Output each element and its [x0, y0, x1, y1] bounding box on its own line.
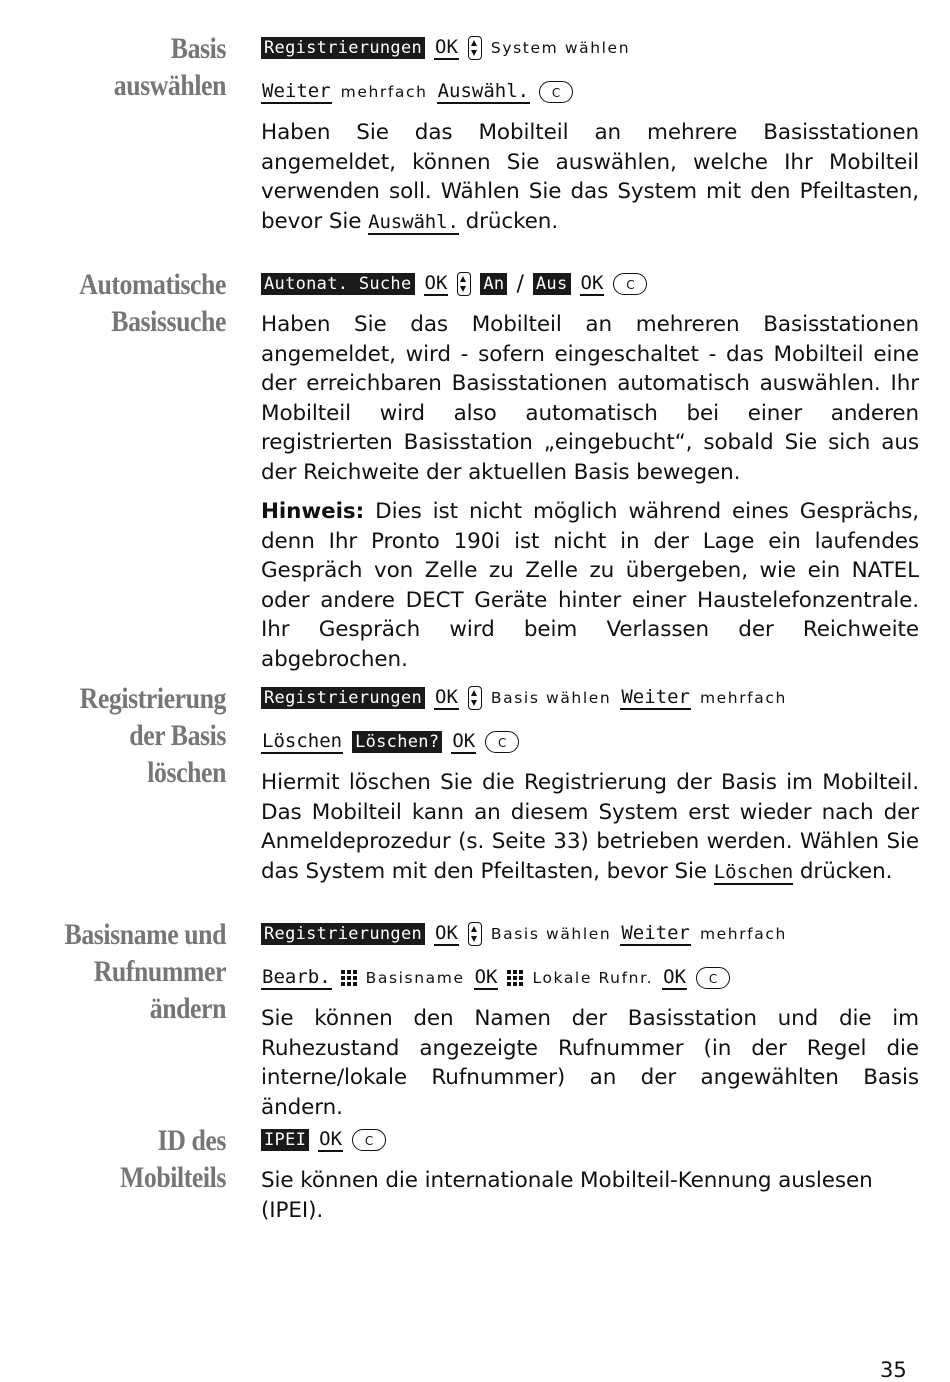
- lcd-menu-registrierungen: Registrierungen: [261, 923, 425, 945]
- softkey-bearb: Bearb.: [262, 966, 331, 988]
- ok-key: OK: [580, 272, 604, 294]
- note-label: Hinweis:: [261, 499, 365, 524]
- keypad-icon: [507, 970, 523, 986]
- softkey-weiter: Weiter: [262, 80, 331, 102]
- key-sequence: [261, 1122, 919, 1158]
- lcd-menu-registrierungen: Registrierungen: [261, 687, 425, 709]
- page-number: 35: [880, 1358, 907, 1382]
- heading-line: Automatische: [79, 268, 226, 301]
- c-button-icon: C: [539, 81, 573, 103]
- paragraph-text: drücken.: [799, 858, 893, 884]
- ok-key: OK: [435, 922, 458, 944]
- instruction-text: Lokale Rufnr.: [532, 969, 654, 987]
- heading-line: Basis: [170, 32, 226, 65]
- ok-key: OK: [424, 272, 448, 294]
- keypad-icon: [341, 970, 357, 986]
- softkey-auswaehl: Auswähl.: [437, 80, 530, 102]
- instruction-text: Basis wählen: [490, 689, 612, 707]
- lcd-menu-ipei: IPEI: [261, 1129, 309, 1151]
- key-sequence: [261, 960, 919, 996]
- section-heading: [49, 680, 226, 791]
- lcd-option-an: An: [480, 273, 507, 295]
- up-down-arrow-icon: [457, 272, 471, 296]
- heading-line: ID des: [157, 1124, 226, 1157]
- body-paragraph: Sie können den Namen der Basisstation und die im Ruhezustand angezeigte Rufnummer (in der Regel die interne/lokale Rufnummer) an der angewählten Basis ändern.: [261, 1006, 919, 1120]
- ok-key: OK: [435, 686, 458, 708]
- key-sequence: [261, 30, 919, 66]
- instruction-text: Basisname: [365, 969, 465, 987]
- lcd-menu-automat-suche: Autonat. Suche: [261, 273, 415, 295]
- key-sequence: [261, 916, 919, 952]
- heading-line: Rufnummer: [93, 955, 226, 988]
- body-paragraph: Sie können die internationale Mobilteil-Kennung auslesen (IPEI).: [261, 1168, 873, 1223]
- softkey-weiter: Weiter: [621, 686, 690, 708]
- up-down-arrow-icon: [468, 36, 482, 60]
- separator: /: [516, 271, 524, 297]
- heading-line: der Basis: [129, 719, 226, 752]
- section-heading: [49, 30, 226, 104]
- section-heading: [49, 916, 226, 1027]
- heading-line: Registrierung: [79, 682, 226, 715]
- ok-key: OK: [452, 730, 476, 752]
- up-down-arrow-icon: [468, 922, 482, 946]
- ok-key: OK: [435, 36, 458, 58]
- heading-line: Basissuche: [111, 305, 226, 338]
- heading-line: Mobilteils: [119, 1161, 226, 1194]
- key-sequence: [261, 724, 919, 760]
- lcd-option-aus: Aus: [533, 273, 571, 295]
- paragraph-text: drücken.: [465, 208, 559, 234]
- instruction-text: mehrfach: [699, 689, 787, 707]
- inline-softkey: Auswähl.: [368, 210, 459, 233]
- paragraph-text: Hiermit löschen Sie die Registrierung der Basis im Mobilteil. Das Mobilteil kann an diesem System erst wieder nach der Anmeldeprozedur (s. Seite 33) betrieben werden. Wählen Sie das System mit den Pfeiltasten, bevor Sie: [261, 770, 919, 884]
- key-sequence: [261, 680, 919, 716]
- c-button-icon: C: [485, 731, 519, 753]
- heading-line: ändern: [149, 992, 226, 1025]
- lcd-menu-loeschen: Löschen?: [352, 731, 442, 753]
- instruction-text: Basis wählen: [490, 925, 612, 943]
- body-paragraph: [261, 768, 919, 886]
- section-heading: [49, 1122, 226, 1196]
- c-button-icon: C: [352, 1129, 386, 1151]
- heading-line: auswählen: [113, 69, 226, 102]
- note-paragraph: [261, 497, 919, 674]
- instruction-text: System wählen: [490, 39, 631, 57]
- heading-line: löschen: [147, 756, 226, 789]
- inline-softkey: Löschen: [713, 860, 794, 883]
- section-heading: [49, 266, 226, 340]
- ok-key: OK: [319, 1128, 343, 1150]
- instruction-text: mehrfach: [340, 83, 428, 101]
- softkey-loeschen: Löschen: [262, 730, 343, 752]
- key-sequence: [261, 74, 919, 110]
- ok-key: OK: [474, 966, 498, 988]
- note-text: Dies ist nicht möglich während eines Gesprächs, denn Ihr Pronto 190i ist nicht in der Lage ein laufendes Gespräch von Zelle zu Zelle zu übergeben, wie ein NATEL oder andere DECT Geräte hinter einer Haustelefonzentrale. Ihr Gespräch wird beim Verlassen der Reichweite abgebrochen.: [261, 499, 919, 672]
- instruction-text: mehrfach: [699, 925, 787, 943]
- body-paragraph: [261, 118, 919, 236]
- up-down-arrow-icon: [468, 686, 482, 710]
- ok-key: OK: [663, 966, 687, 988]
- lcd-menu-registrierungen: Registrierungen: [261, 37, 425, 59]
- heading-line: Basisname und: [64, 918, 226, 951]
- softkey-weiter: Weiter: [621, 922, 690, 944]
- c-button-icon: C: [696, 967, 730, 989]
- paragraph-text: Haben Sie das Mobilteil an mehrere Basisstationen angemeldet, können Sie auswählen, welche Ihr Mobilteil verwenden soll. Wählen Sie das System mit den Pfeiltasten, bevor Sie: [261, 120, 919, 234]
- c-button-icon: C: [613, 273, 647, 295]
- key-sequence: [261, 266, 919, 302]
- body-paragraph: Haben Sie das Mobilteil an mehreren Basisstationen angemeldet, wird - sofern eingeschaltet - das Mobilteil eine der erreichbaren Basisstationen automatisch auswählen. Ihr Mobilteil wird also automatisch bei einer anderen registrierten Basisstation „eingebucht“, sobald Sie sich aus der Reichweite der aktuellen Basis bewegen.: [261, 312, 919, 485]
